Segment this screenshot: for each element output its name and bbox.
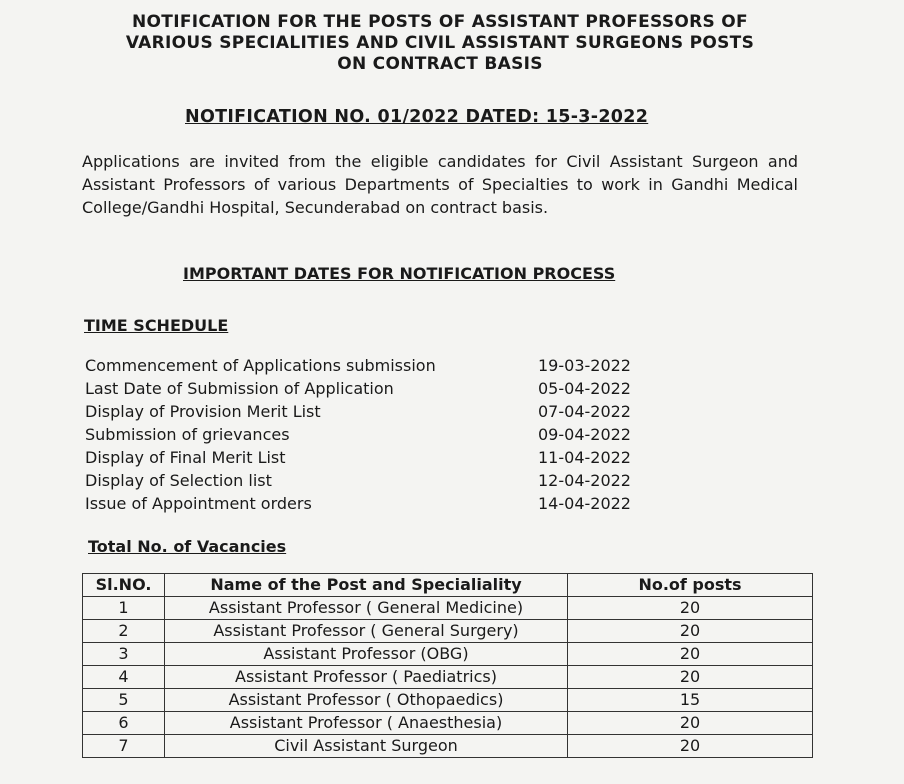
vacancies-table <box>82 573 813 758</box>
document-title <box>60 12 820 75</box>
table-row <box>83 666 813 689</box>
cell-post-name: Assistant Professor ( Paediatrics) <box>165 666 568 689</box>
title-line-2: VARIOUS SPECIALITIES AND CIVIL ASSISTANT SURGEONS POSTS <box>125 33 755 53</box>
cell-post-count: 20 <box>568 712 813 735</box>
schedule-date: 14-04-2022 <box>538 494 631 513</box>
cell-post-name: Assistant Professor (OBG) <box>165 643 568 666</box>
schedule-date: 12-04-2022 <box>538 471 631 490</box>
cell-post-count: 20 <box>568 666 813 689</box>
schedule-row <box>85 354 665 377</box>
important-dates-heading: IMPORTANT DATES FOR NOTIFICATION PROCESS <box>183 264 616 283</box>
intro-paragraph: Applications are invited from the eligible candidates for Civil Assistant Surgeon and Assistant Professors of various Departments of Specialties to work in Gandhi Medical College/Gandhi Hospital, Secunderabad on contract basis. <box>82 152 798 217</box>
schedule-row <box>85 469 665 492</box>
schedule-date: 19-03-2022 <box>538 356 631 375</box>
cell-post-name: Assistant Professor ( General Medicine) <box>165 597 568 620</box>
schedule-date: 11-04-2022 <box>538 448 631 467</box>
schedule-label: Display of Provision Merit List <box>85 402 321 421</box>
cell-sl-no: 2 <box>83 620 165 643</box>
cell-post-count: 20 <box>568 597 813 620</box>
cell-post-name: Assistant Professor ( General Surgery) <box>165 620 568 643</box>
title-line-3: ON CONTRACT BASIS <box>337 54 543 74</box>
cell-post-count: 15 <box>568 689 813 712</box>
table-row <box>83 643 813 666</box>
table-row <box>83 689 813 712</box>
schedule-label: Last Date of Submission of Application <box>85 379 394 398</box>
cell-post-count: 20 <box>568 735 813 758</box>
schedule-label: Display of Selection list <box>85 471 272 490</box>
cell-post-count: 20 <box>568 643 813 666</box>
cell-post-name: Assistant Professor ( Anaesthesia) <box>165 712 568 735</box>
time-schedule-heading: TIME SCHEDULE <box>84 316 229 335</box>
table-row <box>83 620 813 643</box>
schedule-label: Issue of Appointment orders <box>85 494 312 513</box>
schedule-date: 05-04-2022 <box>538 379 631 398</box>
cell-sl-no: 5 <box>83 689 165 712</box>
cell-post-name: Civil Assistant Surgeon <box>165 735 568 758</box>
table-header-row <box>83 574 813 597</box>
cell-sl-no: 6 <box>83 712 165 735</box>
notification-number: NOTIFICATION NO. 01/2022 DATED: 15-3-2022 <box>185 107 649 127</box>
table-row <box>83 712 813 735</box>
schedule-label: Commencement of Applications submission <box>85 356 436 375</box>
cell-sl-no: 1 <box>83 597 165 620</box>
schedule-row <box>85 400 665 423</box>
vacancies-heading: Total No. of Vacancies <box>88 537 287 556</box>
schedule-row <box>85 377 665 400</box>
schedule-label: Display of Final Merit List <box>85 448 286 467</box>
table-row <box>83 735 813 758</box>
cell-sl-no: 3 <box>83 643 165 666</box>
schedule-row <box>85 423 665 446</box>
cell-sl-no: 7 <box>83 735 165 758</box>
schedule-date: 07-04-2022 <box>538 402 631 421</box>
schedule-date: 09-04-2022 <box>538 425 631 444</box>
header-post-count: No.of posts <box>568 574 813 597</box>
table-row <box>83 597 813 620</box>
schedule-row <box>85 446 665 469</box>
cell-post-count: 20 <box>568 620 813 643</box>
cell-post-name: Assistant Professor ( Othopaedics) <box>165 689 568 712</box>
header-post-name: Name of the Post and Specialiality <box>165 574 568 597</box>
title-line-1: NOTIFICATION FOR THE POSTS OF ASSISTANT PROFESSORS OF <box>132 12 748 32</box>
schedule-list <box>85 354 665 515</box>
header-sl-no: Sl.NO. <box>83 574 165 597</box>
schedule-row <box>85 492 665 515</box>
cell-sl-no: 4 <box>83 666 165 689</box>
schedule-label: Submission of grievances <box>85 425 290 444</box>
